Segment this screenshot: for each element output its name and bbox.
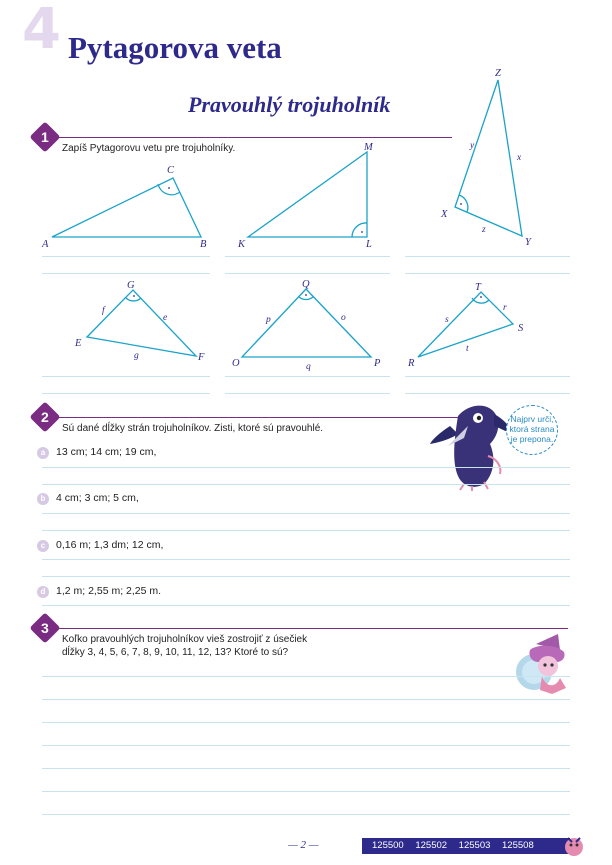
answer-line[interactable]: [225, 393, 390, 394]
right-angle-q: [299, 297, 313, 300]
answer-line[interactable]: [225, 273, 390, 274]
task-3-line-2: dĺžky 3, 4, 5, 6, 7, 8, 9, 10, 11, 12, 13? Ktoré to sú?: [62, 647, 289, 658]
mascot-corner-icon: [562, 834, 586, 858]
side-label: t: [466, 344, 469, 354]
item-d-badge: d: [37, 586, 49, 598]
answer-line[interactable]: [42, 768, 570, 769]
task-1-instruction: Zapíš Pytagorovu vetu pre trojuholníky.: [62, 143, 236, 154]
vertex-label: E: [75, 338, 82, 349]
answer-line[interactable]: [42, 699, 570, 700]
answer-line[interactable]: [405, 273, 570, 274]
item-c-text: 0,16 m; 1,3 dm; 12 cm,: [56, 539, 164, 551]
side-label: p: [266, 315, 271, 325]
wizard-mascot: [512, 628, 576, 696]
answer-line[interactable]: [42, 791, 570, 792]
item-d-text: 1,2 m; 2,55 m; 2,25 m.: [56, 585, 162, 597]
vertex-label: C: [167, 165, 175, 176]
task-2-instruction: Sú dané dĺžky strán trojuholníkov. Zisti, ktoré sú pravouhlé.: [62, 423, 324, 434]
answer-line[interactable]: [42, 393, 210, 394]
item-b-text: 4 cm; 3 cm; 5 cm,: [56, 492, 139, 504]
answer-line[interactable]: [42, 745, 570, 746]
task-2-rule: [52, 417, 472, 418]
vertex-label: M: [364, 142, 373, 153]
vertex-label: Y: [525, 237, 531, 248]
item-c-badge: c: [37, 540, 49, 552]
triangle-abc: [52, 178, 201, 237]
answer-line[interactable]: [405, 393, 570, 394]
triangles-figure: [0, 0, 612, 400]
triangle-xyz: [455, 80, 522, 236]
side-label: y: [470, 141, 475, 151]
vertex-label: Q: [302, 279, 310, 290]
answer-line[interactable]: [42, 814, 570, 815]
task-1-badge: 1: [29, 121, 60, 152]
right-angle-l: [352, 223, 367, 237]
answer-line[interactable]: [225, 376, 390, 377]
answer-line[interactable]: [42, 722, 570, 723]
vertex-label: B: [200, 239, 207, 250]
triangle-efg: [87, 290, 196, 356]
side-label: z: [482, 225, 486, 235]
triangle-klm: [248, 152, 367, 237]
page-number: — 2 —: [288, 839, 319, 851]
hint-bubble: [506, 405, 558, 455]
vertex-label: S: [518, 323, 524, 334]
vertex-label: Z: [495, 68, 501, 79]
side-label: g: [134, 351, 139, 361]
task-2-badge: 2: [29, 401, 60, 432]
answer-line[interactable]: [42, 256, 210, 257]
right-angle-g: [126, 298, 141, 301]
answer-line[interactable]: [42, 530, 570, 531]
vertex-label: A: [42, 239, 49, 250]
chapter-title: Pytagorova veta: [68, 30, 282, 65]
vertex-label: R: [408, 358, 415, 369]
vertex-label: T: [475, 282, 481, 293]
side-label: o: [341, 313, 346, 323]
task-3-line-1: Koľko pravouhlých trojuholníkov vieš zostrojiť z úsečiek: [62, 634, 308, 645]
side-label: x: [517, 153, 522, 163]
vertex-label: P: [374, 358, 381, 369]
task-3-badge: 3: [29, 612, 60, 643]
answer-line[interactable]: [42, 273, 210, 274]
answer-line[interactable]: [405, 376, 570, 377]
vertex-label: O: [232, 358, 240, 369]
side-label: r: [503, 303, 507, 313]
task-3-rule: [52, 628, 568, 629]
side-label: s: [445, 315, 449, 325]
answer-line[interactable]: [42, 676, 570, 677]
hint-line: ktorá strana: [509, 424, 555, 434]
answer-line[interactable]: [225, 256, 390, 257]
chapter-number: 4: [22, 0, 61, 62]
hint-line: Najprv urči,: [510, 414, 554, 424]
side-label: f: [102, 306, 105, 316]
vertex-label: F: [198, 352, 205, 363]
item-a-badge: a: [37, 447, 49, 459]
vertex-label: X: [441, 209, 448, 220]
answer-line[interactable]: [42, 513, 570, 514]
vertex-label: K: [238, 239, 246, 250]
answer-line[interactable]: [42, 376, 210, 377]
answer-line[interactable]: [42, 605, 570, 606]
section-title: Pravouhlý trojuholník: [188, 92, 391, 117]
vertex-label: L: [366, 239, 372, 250]
hint-line: je prepona.: [510, 434, 554, 444]
item-b-badge: b: [37, 493, 49, 505]
product-codes: 125500 125502 125503 125508: [362, 838, 570, 854]
answer-line[interactable]: [42, 467, 570, 468]
item-a-text: 13 cm; 14 cm; 19 cm,: [56, 446, 157, 458]
answer-line[interactable]: [42, 559, 570, 560]
answer-line[interactable]: [42, 576, 570, 577]
side-label: q: [306, 362, 311, 372]
answer-line[interactable]: [405, 256, 570, 257]
vertex-label: G: [127, 280, 135, 291]
side-label: e: [163, 313, 168, 323]
answer-line[interactable]: [42, 484, 570, 485]
